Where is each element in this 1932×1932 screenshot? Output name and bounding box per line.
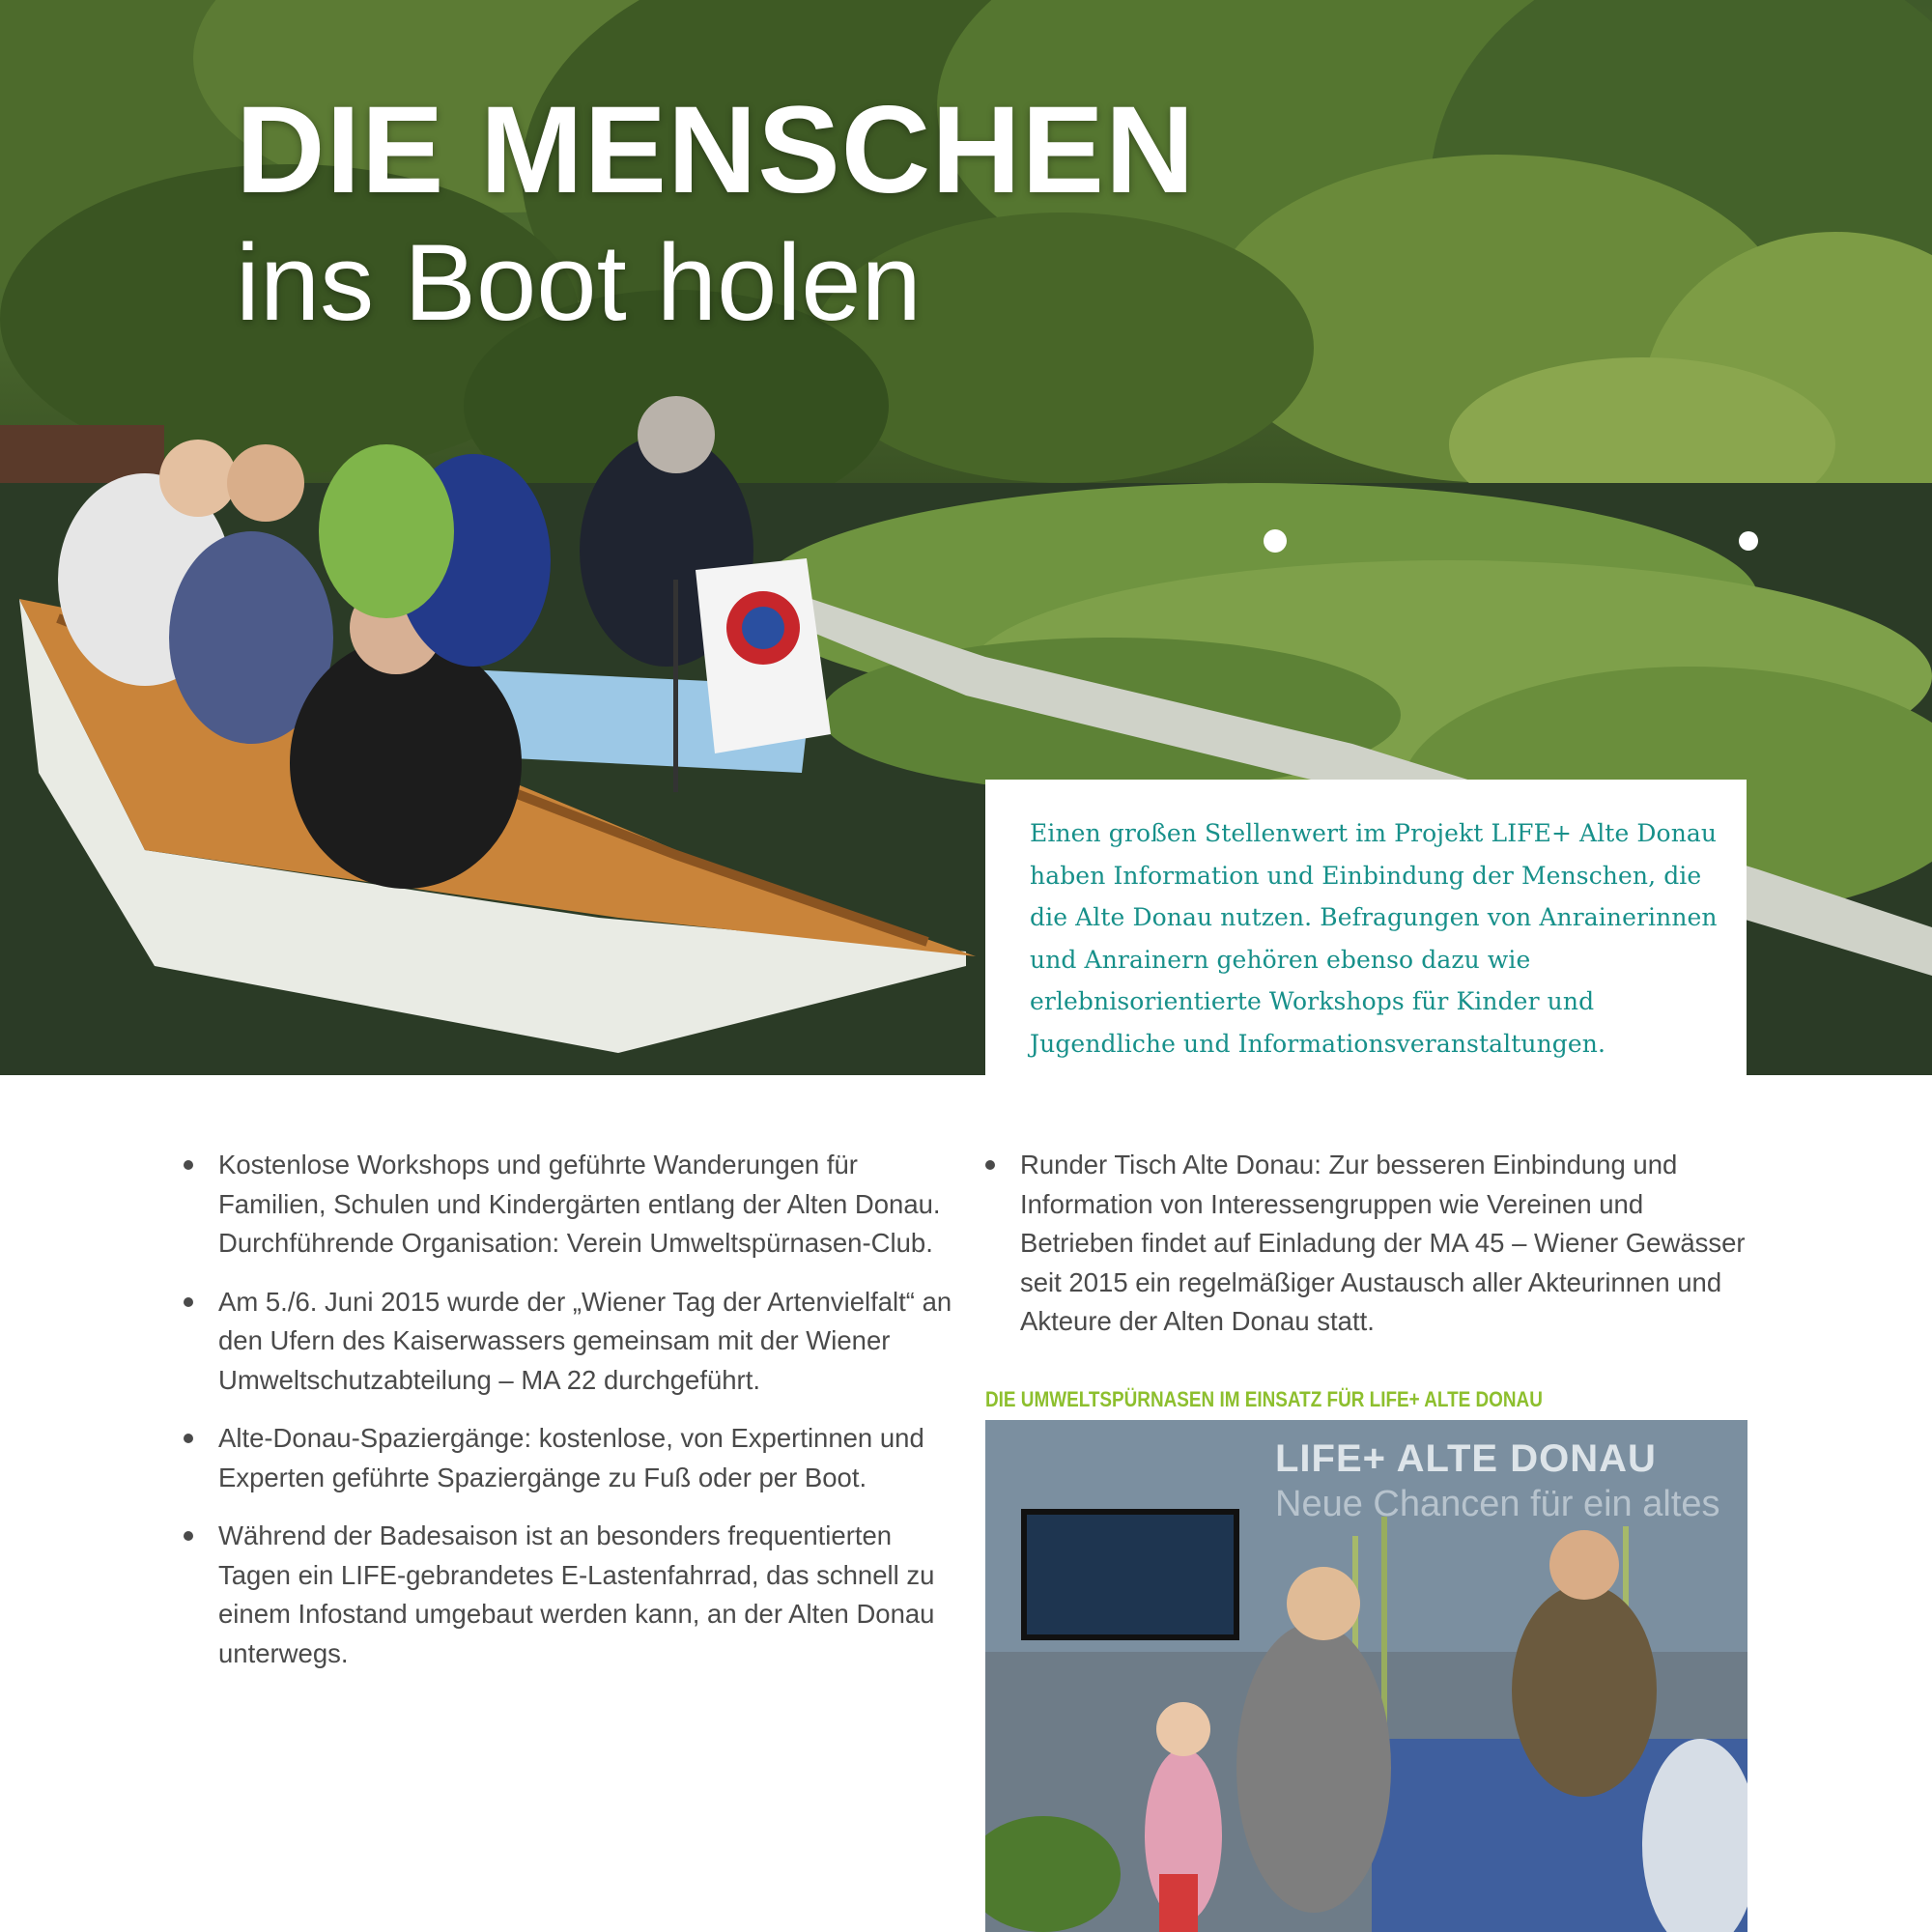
bullet-item [180,1146,952,1264]
bullet-text: Am 5./6. Juni 2015 wurde der „Wiener Tag der Artenvielfalt“ an den Ufern des Kaiserwassers gemeinsam mit der Wiener Umweltschutzabteilung – MA 22 durchgeführt. [218,1286,952,1395]
bullet-text: Alte-Donau-Spaziergänge: kostenlose, von Expertinnen und Experten geführte Spaziergänge zu Fuß oder per Boot. [218,1423,924,1492]
bullet-text: Runder Tisch Alte Donau: Zur besseren Einbindung und Information von Interessengruppen wie Vereinen und Betrieben findet auf Einladung der MA 45 – Wiener Gewässer seit 2015 ein regelmäßiger Austausch aller Akteurinnen und Akteure der Alten Donau statt. [1020,1150,1746,1336]
bullet-dot [184,1531,193,1541]
bullet-item [981,1146,1754,1342]
bullet-dot [985,1160,995,1170]
headline-sub: ins Boot holen [236,222,922,343]
booth-banner-subtitle: Neue Chancen für ein altes [1275,1484,1720,1524]
bullet-dot [184,1297,193,1307]
monitor-screen [1024,1512,1236,1637]
booth-banner-title: LIFE+ ALTE DONAU [1275,1437,1657,1480]
headline-main: DIE MENSCHEN [236,81,1196,219]
bullet-text: Kostenlose Workshops und geführte Wanderungen für Familien, Schulen und Kindergärten entlang der Alten Donau. Durchführende Organisation: Verein Umweltspürnasen-Club. [218,1150,941,1258]
bullet-column-left [180,1146,952,1692]
bullet-item [180,1419,952,1497]
bullet-list-right [981,1146,1754,1342]
bullet-column-right [981,1146,1754,1361]
bullet-item [180,1517,952,1673]
headline [236,81,1196,343]
bullet-text: Während der Badesaison ist an besonders frequentierten Tagen ein LIFE-gebrandetes E-Lastenfahrrad, das schnell zu einem Infostand umgebaut werden kann, an der Alten Donau unterwegs. [218,1520,935,1668]
booth-photo [985,1420,1747,1932]
intro-text: Einen großen Stellenwert im Projekt LIFE+ Alte Donau haben Information und Einbindung der Menschen, die die Alte Donau nutzen. Befragungen von Anrainerinnen und Anrainern gehören ebenso dazu wie erlebnisorientierte Workshops für Kinder und Jugendliche und Informationsveranstaltungen. [1030,819,1718,1058]
bullet-item [180,1283,952,1401]
bullet-list-left [180,1146,952,1673]
intro-box [985,780,1747,1075]
photo-caption: DIE UMWELTSPÜRNASEN IM EINSATZ FÜR LIFE+ ALTE DONAU [985,1387,1543,1411]
bullet-dot [184,1434,193,1443]
bullet-dot [184,1160,193,1170]
